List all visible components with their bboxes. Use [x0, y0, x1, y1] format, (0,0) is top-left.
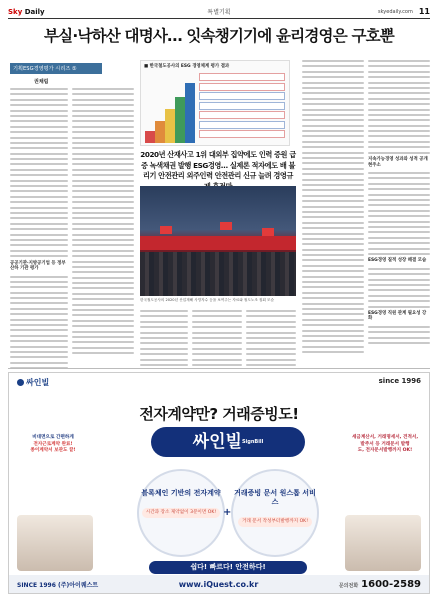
masthead-right [378, 7, 430, 16]
chart-box [199, 102, 285, 110]
photo-flag [220, 222, 232, 230]
ad-left-line: 비대면으로 간편하게 [32, 435, 74, 440]
protest-photo [140, 186, 296, 296]
chart-step [165, 109, 175, 143]
ad-logo-text: 싸인빌 [26, 378, 50, 387]
chart-title: ■ 한국철도공사의 ESG 경영체계 평가 결과 [144, 64, 230, 69]
logo-prefix: Sky [8, 7, 23, 16]
ad-right-box [349, 435, 421, 455]
masthead [8, 5, 430, 19]
ad-feature-title: 블록체인 기반의 전자계약 [141, 489, 221, 497]
sub-headline: 2020년 산재사고 1위 대외부 집약에도 인력 증원 급증 녹색채권 발행 ESG경영… 실제론 적자에도 배 불리기 안전관리 외주인력 안전관리 신규 늘려 경영규 [140, 150, 296, 180]
ad-plus-sign: + [223, 507, 232, 518]
photo-flag [160, 226, 172, 234]
ad-phone[interactable] [339, 579, 421, 590]
ad-left-box [17, 435, 89, 455]
chart-box [199, 121, 285, 129]
ad-illustration-woman [17, 515, 93, 571]
newspaper-logo[interactable] [8, 8, 45, 16]
ad-company: SINCE 1996 (주)아이퀘스트 [17, 581, 99, 589]
chart-step [175, 97, 185, 143]
chart-step [145, 131, 155, 143]
chart-box [199, 130, 285, 138]
right-subhead: ESG경영 질적 성장 해결 모습 [368, 258, 427, 264]
ad-url[interactable]: www.iQuest.co.kr [178, 579, 259, 589]
ad-illustration-man [345, 515, 421, 571]
ad-right-line: 세금계산서, 거래명세서, 견적서, [351, 435, 419, 440]
ad-feature-title: 거래증빙 문서 원스톱 서비스 [234, 489, 316, 506]
chart-box [199, 83, 285, 91]
ad-logo-mark-icon [17, 379, 24, 386]
ad-phone-label: 문의전화 [338, 582, 359, 589]
ad-brand-pill [151, 427, 305, 457]
ad-right-line: 도, 전자문서발행까지 OK! [357, 448, 413, 453]
photo-crowd [140, 252, 296, 296]
ad-logo [17, 377, 49, 388]
article-column-3 [140, 310, 188, 369]
chart-step [185, 83, 195, 143]
chart-boxes [199, 73, 285, 140]
ad-left-line: 종이계약서 보관도 끝! [30, 448, 76, 453]
esg-chart [140, 60, 290, 146]
right-subhead: 지속가능경영 성과와 성적 공개 현주소 [368, 157, 428, 168]
chart-step [155, 121, 165, 143]
byline: 권채림 [34, 79, 49, 85]
ad-right-line: 발주서 등 거래문서 발행 [360, 441, 410, 447]
chart-staircase [145, 75, 193, 143]
ad-brand-mark: SignBill [241, 439, 264, 445]
ad-feature-contract [137, 469, 225, 557]
left-subhead: 공공기관·지방공기업 등 정부산하 기관 평가 [10, 260, 66, 271]
article-column-4 [192, 310, 242, 369]
ad-slogan: 쉽다! 빠르다! 안전하다! [149, 561, 307, 574]
page-number: 11 [418, 7, 430, 16]
ad-feature-documents [231, 469, 319, 557]
section-label: 특별기획 [207, 9, 231, 16]
ad-since: since 1996 [378, 377, 421, 385]
article-column-6 [302, 60, 364, 356]
ad-phone-number: 1600-2589 [361, 578, 421, 590]
signbill-advertisement[interactable] [8, 372, 430, 594]
ad-feature-sub: 시간과 장소 제약없이 3분이면 OK! [142, 508, 221, 518]
article-column-2 [72, 88, 134, 358]
article-column-5 [246, 310, 296, 369]
photo-flag [262, 228, 274, 236]
right-subhead: ESG경영 직원 관계 필요성 강화 [368, 310, 427, 322]
ad-brand-name: 싸인빌 [192, 432, 242, 452]
article-column-7 [368, 60, 430, 347]
photo-banner [140, 236, 296, 250]
chart-box [199, 73, 285, 81]
series-tag: 기획ESG경영평가 시리즈 ⑤ [10, 63, 102, 74]
photo-caption: 한국철도공사의 2020년 산업재해 사망자수 등을 보여주는 자료와 철도노조 집회 모습 [140, 298, 274, 302]
ad-footer [9, 575, 429, 593]
main-headline: 부실·낙하산 대명사… 잇속챙기기에 윤리경영은 구호뿐 [44, 27, 394, 45]
ad-tagline: 전자계약만? 거래증빙도! [139, 405, 299, 423]
ad-left-line: 전자근로계약 완료! [33, 441, 73, 447]
section-divider [8, 368, 430, 369]
chart-box [199, 92, 285, 100]
ad-feature-sub: 거래 문서 작성부터발행까지 OK! [238, 517, 312, 527]
chart-box [199, 111, 285, 119]
website-label[interactable]: skyedaily.com [377, 8, 413, 15]
logo-suffix: Daily [24, 7, 45, 16]
